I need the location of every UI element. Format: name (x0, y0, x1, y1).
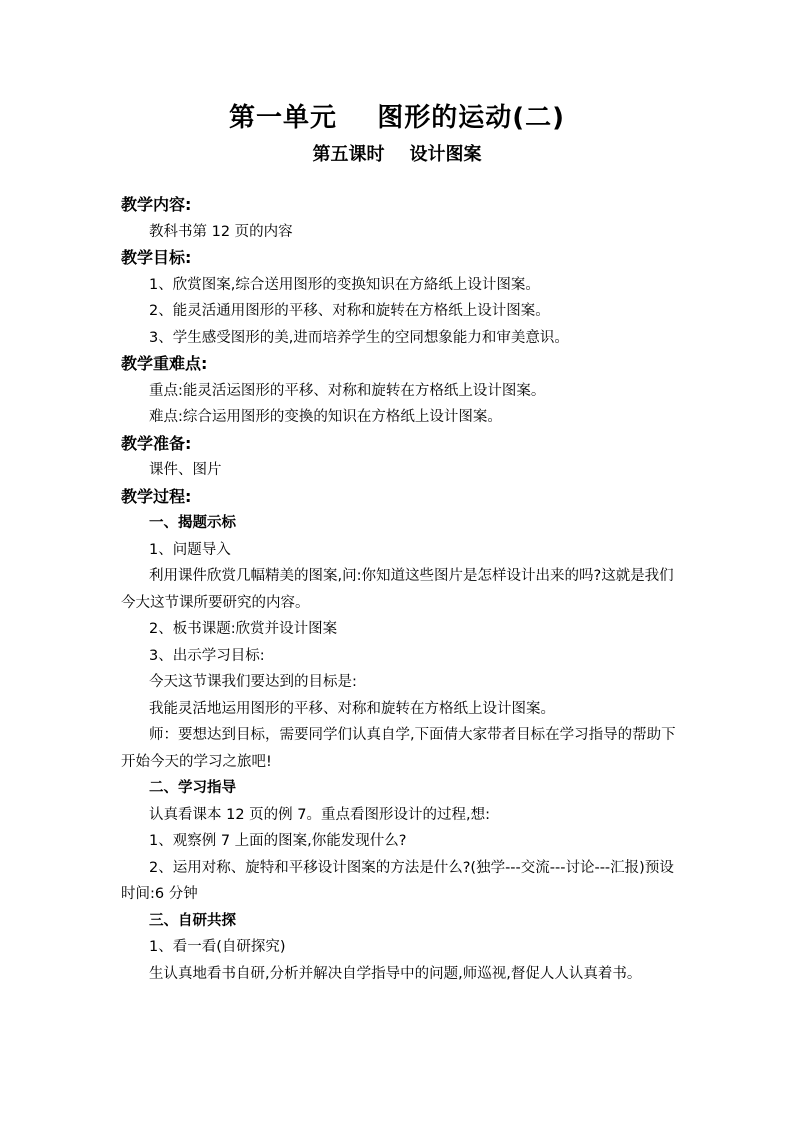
paragraph: 2、运用对称、旋特和平移设计图案的方法是什么?(独学---交流---讨论---汇报)预设时间:6 分钟 (121, 859, 674, 902)
paragraph: 我能灵活地运用图形的平移、对称和旋转在方格纸上设计图案。 (149, 700, 555, 717)
document-title: 第一单元 图形的运动(二) (229, 103, 565, 133)
paragraph: 3、出示学习目标: (149, 647, 265, 664)
document-body (121, 192, 677, 987)
section-heading: 教学目标: (121, 248, 192, 267)
paragraph: 师：要想达到目标，需要同学们认真自学,下面倩大家带者目标在学习指导的帮助下开始今天的学习之旅吧! (121, 727, 676, 770)
paragraph: 今天这节课我们要达到的目标是: (149, 674, 357, 690)
document-subtitle: 第五课时 设计图案 (312, 144, 482, 165)
paragraph: 利用课件欣赏几幅精美的图案,问:你知道这些图片是怎样设计出来的吗?这就是我们今大这节课所要研究的内容。 (121, 568, 674, 611)
paragraph: 1、观察例 7 上面的图案,你能发现什么? (149, 833, 407, 849)
paragraph: 教科书第 12 页的内容 (149, 223, 293, 240)
paragraph: 2、能灵活通用图形的平移、对称和旋转在方格纸上设计图案。 (149, 303, 550, 319)
paragraph: 3、学生感受图形的美,进而培养学生的空同想象能力和审美意识。 (149, 329, 569, 346)
paragraph: 难点:综合运用图形的变換的知识在方格纸上设计图案。 (149, 409, 502, 425)
paragraph: 课件、图片 (149, 462, 222, 478)
subsection-heading: 三、自研共探 (149, 912, 236, 929)
paragraph: 生认真地看书自研,分析并解决自学指导中的问题,师巡视,督促人人认真着书。 (149, 965, 642, 982)
paragraph: 1、问题导入 (149, 541, 231, 558)
section-heading: 教学重难点: (121, 354, 208, 373)
section-heading: 教学内容: (121, 195, 192, 214)
subsection-heading: 二、学习指导 (149, 780, 236, 796)
section-heading: 教学准备: (121, 433, 192, 453)
paragraph: 认真看课本 12 页的例 7。重点看图形设计的过程,想: (149, 806, 490, 823)
section-heading: 教学过程: (121, 486, 192, 506)
paragraph: 1、看一看(自研探究) (149, 939, 286, 955)
subsection-heading: 一、揭题示标 (149, 515, 236, 531)
paragraph: 1、欣赏图案,综合送用图形的变换知识在方絡纸上设计图案。 (149, 276, 540, 293)
paragraph: 2、板书课题:欣赏并设计图案 (149, 621, 338, 637)
paragraph: 重点:能灵活运图形的平移、对称和旋转在方格纸上设计图案。 (149, 382, 546, 399)
